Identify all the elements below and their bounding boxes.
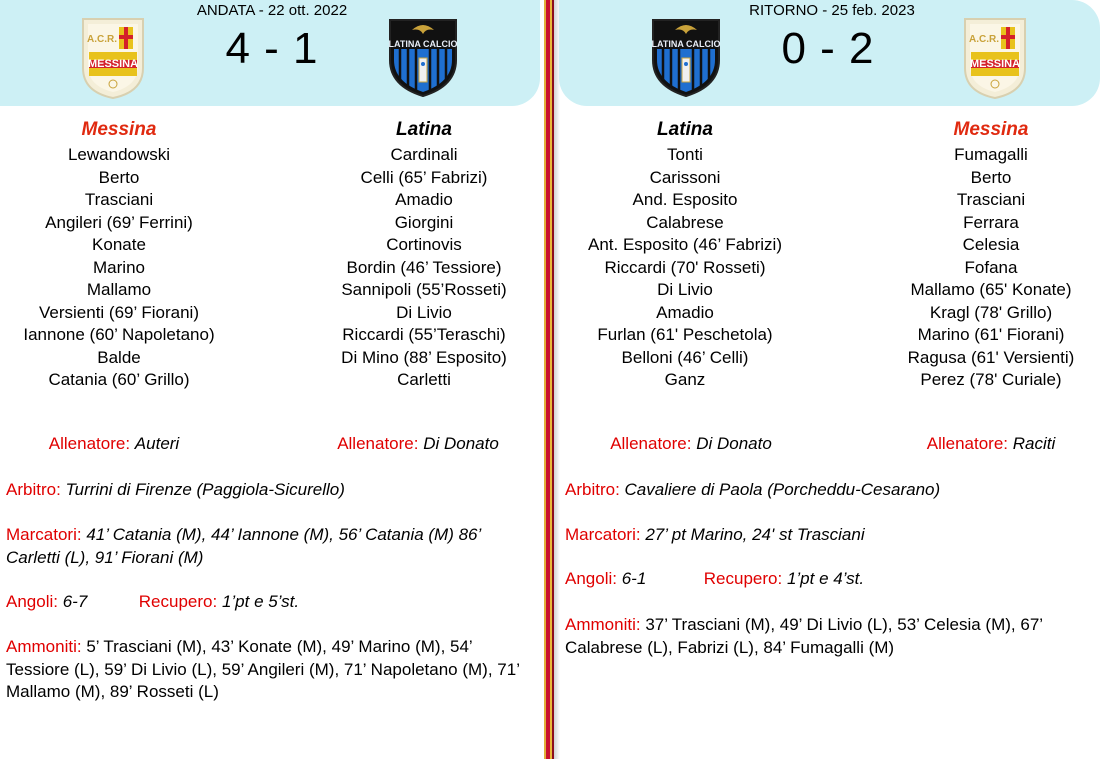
svg-text:MESSINA: MESSINA <box>87 58 139 70</box>
andata-score: 4 - 1 <box>225 24 319 73</box>
ritorno-panel <box>553 0 1100 759</box>
player: Carletti <box>397 370 451 389</box>
player: Trasciani <box>84 190 154 209</box>
player: Di Mino (88’ Esposito) <box>341 347 507 367</box>
ritorno-date: RITORNO - 25 feb. 2023 <box>749 2 915 19</box>
coach-label: Allenatore: <box>610 434 692 453</box>
player: Celesia <box>962 235 1020 254</box>
andata-angoli-recupero: Angoli: 6-7 Recupero: 1’pt e 5’st. <box>6 592 300 611</box>
player: Di Livio <box>657 280 713 299</box>
ritorno-score: 0 - 2 <box>781 24 875 73</box>
team-name: Messina <box>81 119 157 140</box>
player: Cardinali <box>390 145 458 164</box>
messina-logo <box>80 16 146 100</box>
andata-away-coach <box>306 434 530 454</box>
ritorno-ammoniti: Ammoniti: 37’ Trasciani (M), 49’ Di Livio (L), 53’ Celesia (M), 67’ Calabrese (L), Fabrizi (L), 84’ Fumagalli (M) <box>565 615 1043 657</box>
player: Cortinovis <box>386 235 462 254</box>
player: Sannipoli (55’Rosseti) <box>341 280 507 299</box>
player: Balde <box>97 347 141 367</box>
player: Riccardi (70' Rosseti) <box>604 257 766 277</box>
svg-text:A.C.R.: A.C.R. <box>87 34 117 45</box>
player: Berto <box>98 167 140 187</box>
player: Amadio <box>656 302 714 322</box>
player: And. Esposito <box>632 190 738 209</box>
player: Konate <box>92 235 146 254</box>
messina-logo <box>962 16 1028 100</box>
player: Versienti (69’ Fiorani) <box>39 302 199 322</box>
player: Riccardi (55’Teraschi) <box>342 325 506 344</box>
player: Tonti <box>667 145 703 164</box>
latina-logo <box>649 16 723 98</box>
andata-panel <box>0 0 548 759</box>
andata-arbitro: Arbitro: Turrini di Firenze (Paggiola-Sicurello) <box>6 480 345 499</box>
coach-label: Allenatore: <box>337 434 419 453</box>
coach-label: Allenatore: <box>48 434 131 453</box>
player: Di Livio <box>396 302 452 322</box>
andata-marcatori: Marcatori: 41’ Catania (M), 44’ Iannone (M), 56’ Catania (M) 86’ Carletti (L), 91’ Fiorani (M) <box>6 525 481 567</box>
svg-text:LATINA CALCIO: LATINA CALCIO <box>651 39 721 49</box>
ritorno-angoli-recupero: Angoli: 6-1 Recupero: 1’pt e 4’st. <box>565 569 865 588</box>
player: Lewandowski <box>67 145 171 164</box>
team-name: Latina <box>657 119 713 140</box>
player: Fofana <box>964 257 1018 277</box>
player: Ragusa (61' Versienti) <box>907 347 1075 367</box>
player: Mallamo (65' Konate) <box>910 280 1072 299</box>
player: Iannone (60’ Napoletano) <box>23 325 215 344</box>
ritorno-header <box>559 0 1100 106</box>
player: Carissoni <box>649 167 721 187</box>
player: Perez (78' Curiale) <box>920 370 1062 389</box>
player: Belloni (46’ Celli) <box>621 347 749 367</box>
player: Marino (61' Fiorani) <box>917 325 1065 344</box>
andata-header <box>0 0 540 106</box>
latina-logo <box>386 16 460 98</box>
coach-label: Allenatore: <box>926 434 1009 453</box>
coach-name: Di Donato <box>423 434 499 453</box>
andata-away-lineup <box>306 118 542 392</box>
svg-text:LATINA CALCIO: LATINA CALCIO <box>388 39 458 49</box>
ritorno-marcatori: Marcatori: 27’ pt Marino, 24' st Trasciani <box>565 525 865 544</box>
player: Fumagalli <box>954 145 1028 164</box>
player: Angileri (69’ Ferrini) <box>45 212 193 232</box>
svg-text:MESSINA: MESSINA <box>969 58 1021 70</box>
player: Berto <box>970 167 1012 187</box>
player: Kragl (78' Grillo) <box>929 302 1053 322</box>
player: Trasciani <box>956 190 1026 209</box>
player: Mallamo <box>86 280 152 299</box>
andata-ammoniti: Ammoniti: 5’ Trasciani (M), 43’ Konate (M), 49’ Marino (M), 54’ Tessiore (L), 59’ Di Livio (L), 59’ Angileri (M), 71’ Napoletano (M), 71’ Mallamo (M), 89’ Rosseti (L) <box>6 637 520 701</box>
player: Calabrese <box>646 212 724 232</box>
ritorno-arbitro: Arbitro: Cavaliere di Paola (Porcheddu-Cesarano) <box>565 480 941 499</box>
andata-home-coach <box>0 434 228 454</box>
coach-name: Di Donato <box>696 434 772 453</box>
svg-text:A.C.R.: A.C.R. <box>969 34 999 45</box>
player: Bordin (46’ Tessiore) <box>346 257 502 277</box>
coach-name: Raciti <box>1012 434 1056 453</box>
player: Ant. Esposito (46’ Fabrizi) <box>588 235 782 254</box>
ritorno-away-lineup <box>883 118 1099 392</box>
andata-date: ANDATA - 22 ott. 2022 <box>196 2 348 19</box>
player: Giorgini <box>394 212 454 232</box>
player: Amadio <box>395 190 453 209</box>
andata-home-lineup <box>0 118 238 392</box>
ritorno-away-coach <box>889 434 1093 454</box>
player: Ferrara <box>963 212 1019 232</box>
ritorno-home-coach <box>573 434 809 454</box>
player: Marino <box>93 257 145 277</box>
team-name: Messina <box>953 119 1029 140</box>
player: Ganz <box>664 370 706 389</box>
ritorno-home-lineup <box>567 118 803 392</box>
team-name: Latina <box>396 119 452 140</box>
coach-name: Auteri <box>134 434 180 453</box>
player: Furlan (61' Peschetola) <box>597 325 773 344</box>
player: Celli (65’ Fabrizi) <box>360 167 488 187</box>
player: Catania (60’ Grillo) <box>48 370 190 389</box>
